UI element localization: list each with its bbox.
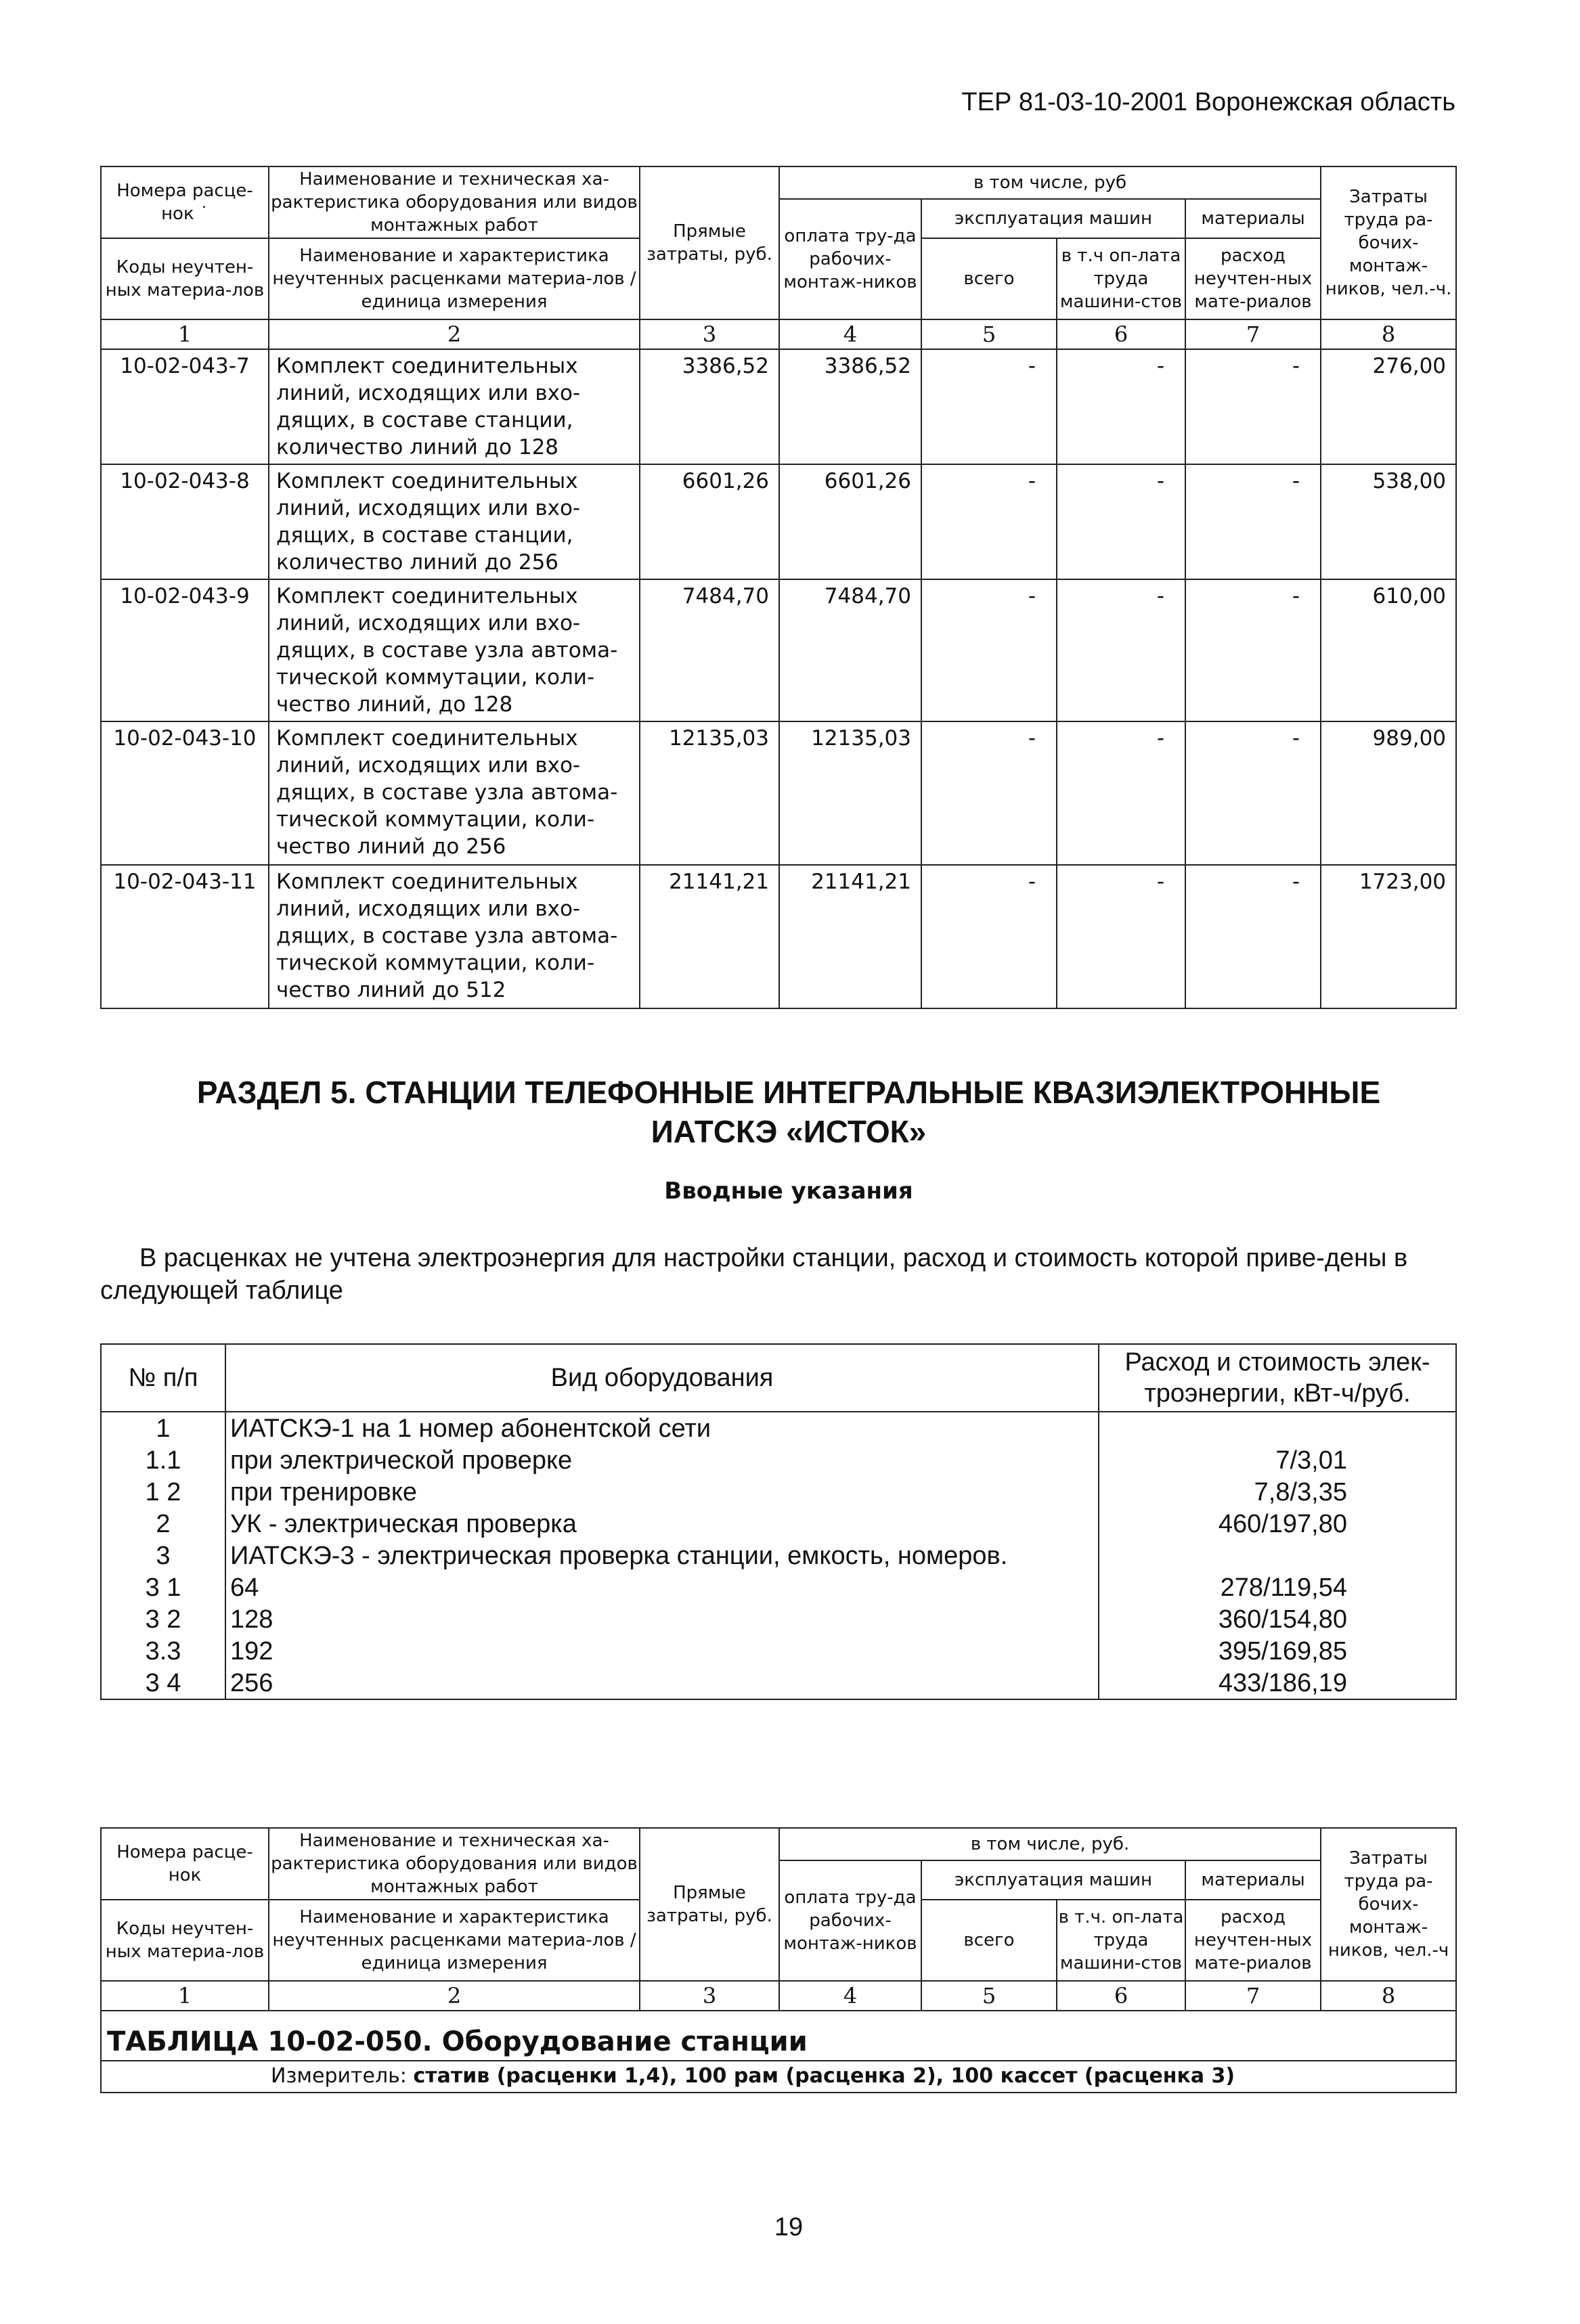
section-title xyxy=(169,1073,1408,1151)
col-number: 5 xyxy=(921,319,1057,349)
row-number: 3.3 xyxy=(101,1635,225,1667)
equipment-type: ИАТСКЭ-1 на 1 номер абонентской сети xyxy=(225,1412,1099,1444)
labor: 610,00 xyxy=(1321,579,1456,721)
direct-costs: 3386,52 xyxy=(640,349,779,464)
header-name: Наименование и техническая ха-рактеристика оборудования или видов монтажных работ xyxy=(269,1828,640,1900)
machines-wages: - xyxy=(1057,579,1185,721)
header-machines: эксплуатация машин xyxy=(921,1860,1185,1900)
machines-total: - xyxy=(921,579,1057,721)
col-number: 4 xyxy=(779,319,921,349)
table-row xyxy=(101,579,1456,721)
running-head: ТЕР 81-03-10-2001 Воронежская область xyxy=(961,88,1455,116)
header-equipment: Вид оборудования xyxy=(225,1344,1099,1412)
consumption-value: 7,8/3,35 xyxy=(1099,1476,1456,1508)
table-row xyxy=(101,1667,1456,1699)
header-name: Наименование и техническая ха-рактеристика оборудования или видов монтажных работ xyxy=(269,166,640,238)
header-code-materials: Коды неучтен-ных материа-лов xyxy=(101,238,269,319)
header-code: Номера расце-нок xyxy=(101,1828,269,1900)
materials: - xyxy=(1185,721,1321,865)
col-number: 7 xyxy=(1185,319,1321,349)
direct-costs: 12135,03 xyxy=(640,721,779,865)
row-number: 3 4 xyxy=(101,1667,225,1699)
consumption-value: 7/3,01 xyxy=(1099,1444,1456,1476)
table-caption: ТАБЛИЦА 10-02-050. Оборудование станции xyxy=(101,2011,1456,2061)
header-machines-wages: в т.ч. оп-лата труда машини-стов xyxy=(1057,1900,1185,1981)
col-number: 5 xyxy=(921,1981,1057,2011)
header-code-materials: Коды неучтен-ных материа-лов xyxy=(101,1900,269,1981)
labor: 1723,00 xyxy=(1321,865,1456,1008)
equipment-type: при тренировке xyxy=(225,1476,1099,1508)
machines-wages: - xyxy=(1057,464,1185,579)
electricity-table xyxy=(100,1343,1457,1700)
col-number: 4 xyxy=(779,1981,921,2011)
header-labor: Затраты труда ра-бочих-монтаж-ников, чел.-ч. xyxy=(1321,166,1456,319)
equipment-type: 256 xyxy=(225,1667,1099,1699)
table-row xyxy=(101,1635,1456,1667)
machines-wages: - xyxy=(1057,721,1185,865)
col-number: 3 xyxy=(640,319,779,349)
col-number: 2 xyxy=(269,1981,640,2011)
col-number: 1 xyxy=(101,319,269,349)
table-row xyxy=(101,1476,1456,1508)
header-name-materials: Наименование и характеристика неучтенных расценками материа-лов / единица измерения xyxy=(269,1900,640,1981)
materials: - xyxy=(1185,865,1321,1008)
direct-costs: 21141,21 xyxy=(640,865,779,1008)
row-number: 1 2 xyxy=(101,1476,225,1508)
table-row xyxy=(101,1540,1456,1571)
intro-paragraph: В расценках не учтена электроэнергия для настройки станции, расход и стоимость которой приве-дены в следующей таблице xyxy=(100,1244,1408,1305)
consumption-value: 433/186,19 xyxy=(1099,1667,1456,1699)
machines-total: - xyxy=(921,349,1057,464)
rate-code: 10-02-043-10 xyxy=(101,721,269,865)
equipment-type: УК - электрическая проверка xyxy=(225,1508,1099,1540)
table-row xyxy=(101,721,1456,865)
meter-value: статив (расценки 1,4), 100 рам (расценка 2), 100 кассет (расценка 3) xyxy=(413,2064,1235,2088)
consumption-value xyxy=(1099,1412,1456,1444)
col-number: 8 xyxy=(1321,319,1456,349)
rate-description: Комплект соединительных линий, исходящих или вхо-дящих, в составе узла автома-тической коммутации, коли-чество линий до 256 xyxy=(269,721,640,865)
table-row xyxy=(101,349,1456,464)
section-title-line: РАЗДЕЛ 5. СТАНЦИИ ТЕЛЕФОННЫЕ ИНТЕГРАЛЬНЫЕ КВАЗИЭЛЕКТРОННЫЕ xyxy=(196,1075,1381,1110)
table-row xyxy=(101,1603,1456,1635)
row-number: 3 1 xyxy=(101,1571,225,1603)
col-number: 7 xyxy=(1185,1981,1321,2011)
col-number: 8 xyxy=(1321,1981,1456,2011)
rate-table-2 xyxy=(100,1827,1457,2093)
machines-total: - xyxy=(921,721,1057,865)
rate-description: Комплект соединительных линий, исходящих или вхо-дящих, в составе узла автома-тической коммутации, коли-чество линий до 512 xyxy=(269,865,640,1008)
materials: - xyxy=(1185,579,1321,721)
rate-code: 10-02-043-7 xyxy=(101,349,269,464)
header-materials-cost: расход неучтен-ных мате-риалов xyxy=(1185,1900,1321,1981)
table-row xyxy=(101,1508,1456,1540)
header-code: Номера расце-нок ˙ xyxy=(101,166,269,238)
rate-description: Комплект соединительных линий, исходящих или вхо-дящих, в составе станции, количество линий до 256 xyxy=(269,464,640,579)
subheading: Вводные указания xyxy=(664,1178,913,1205)
row-number: 1.1 xyxy=(101,1444,225,1476)
table-meter xyxy=(101,2061,1456,2093)
materials: - xyxy=(1185,464,1321,579)
meter-label: Измеритель: xyxy=(271,2064,407,2088)
header-direct-costs: Прямые затраты, руб. xyxy=(640,1828,779,1981)
machines-wages: - xyxy=(1057,865,1185,1008)
header-machines-total: всего xyxy=(921,238,1057,319)
header-row-number: № п/п xyxy=(101,1344,225,1412)
header-machines: эксплуатация машин xyxy=(921,199,1185,238)
header-materials-cost: расход неучтен-ных мате-риалов xyxy=(1185,238,1321,319)
labor: 276,00 xyxy=(1321,349,1456,464)
wages: 12135,03 xyxy=(779,721,921,865)
labor: 989,00 xyxy=(1321,721,1456,865)
row-number: 3 2 xyxy=(101,1603,225,1635)
table-row xyxy=(101,464,1456,579)
machines-total: - xyxy=(921,865,1057,1008)
wages: 21141,21 xyxy=(779,865,921,1008)
consumption-value: 460/197,80 xyxy=(1099,1508,1456,1540)
wages: 6601,26 xyxy=(779,464,921,579)
col-number: 2 xyxy=(269,319,640,349)
rate-code: 10-02-043-8 xyxy=(101,464,269,579)
row-number: 3 xyxy=(101,1540,225,1571)
equipment-type: ИАТСКЭ-3 - электрическая проверка станции, емкость, номеров. xyxy=(225,1540,1099,1571)
materials: - xyxy=(1185,349,1321,464)
equipment-type: 64 xyxy=(225,1571,1099,1603)
rate-table xyxy=(100,166,1457,1009)
machines-wages: - xyxy=(1057,349,1185,464)
col-number: 3 xyxy=(640,1981,779,2011)
header-materials: материалы xyxy=(1185,199,1321,238)
header-materials: материалы xyxy=(1185,1860,1321,1900)
rate-description: Комплект соединительных линий, исходящих или вхо-дящих, в составе станции, количество линий до 128 xyxy=(269,349,640,464)
header-name-materials: Наименование и характеристика неучтенных расценками материа-лов / единица измерения xyxy=(269,238,640,319)
header-machines-wages: в т.ч оп-лата труда машини-стов xyxy=(1057,238,1185,319)
header-direct-costs: Прямые затраты, руб. xyxy=(640,166,779,319)
consumption-value: 278/119,54 xyxy=(1099,1571,1456,1603)
row-number: 1 xyxy=(101,1412,225,1444)
machines-total: - xyxy=(921,464,1057,579)
table-row xyxy=(101,1444,1456,1476)
table-row xyxy=(101,1571,1456,1603)
header-including: в том числе, руб xyxy=(779,166,1321,199)
header-wages: оплата тру-да рабочих-монтаж-ников xyxy=(779,1860,921,1981)
direct-costs: 6601,26 xyxy=(640,464,779,579)
col-number: 6 xyxy=(1057,319,1185,349)
equipment-type: при электрической проверке xyxy=(225,1444,1099,1476)
col-number: 6 xyxy=(1057,1981,1185,2011)
table-row xyxy=(101,865,1456,1008)
rate-code: 10-02-043-11 xyxy=(101,865,269,1008)
header-wages: оплата тру-да рабочих-монтаж-ников xyxy=(779,199,921,319)
direct-costs: 7484,70 xyxy=(640,579,779,721)
labor: 538,00 xyxy=(1321,464,1456,579)
page-number: 19 xyxy=(774,2213,804,2241)
wages: 7484,70 xyxy=(779,579,921,721)
rate-code: 10-02-043-9 xyxy=(101,579,269,721)
header-machines-total: всего xyxy=(921,1900,1057,1981)
equipment-type: 128 xyxy=(225,1603,1099,1635)
consumption-value: 360/154,80 xyxy=(1099,1603,1456,1635)
equipment-type: 192 xyxy=(225,1635,1099,1667)
row-number: 2 xyxy=(101,1508,225,1540)
header-including: в том числе, руб. xyxy=(779,1828,1321,1860)
table-row xyxy=(101,1412,1456,1444)
rate-description: Комплект соединительных линий, исходящих или вхо-дящих, в составе узла автома-тической коммутации, коли-чество линий, до 128 xyxy=(269,579,640,721)
consumption-value: 395/169,85 xyxy=(1099,1635,1456,1667)
header-consumption: Расход и стоимость элек-троэнергии, кВт-ч/руб. xyxy=(1099,1344,1456,1412)
consumption-value xyxy=(1099,1540,1456,1571)
header-labor: Затраты труда ра-бочих-монтаж-ников, чел.-ч xyxy=(1321,1828,1456,1981)
section-title-line: ИАТСКЭ «ИСТОК» xyxy=(651,1114,927,1149)
col-number: 1 xyxy=(101,1981,269,2011)
wages: 3386,52 xyxy=(779,349,921,464)
